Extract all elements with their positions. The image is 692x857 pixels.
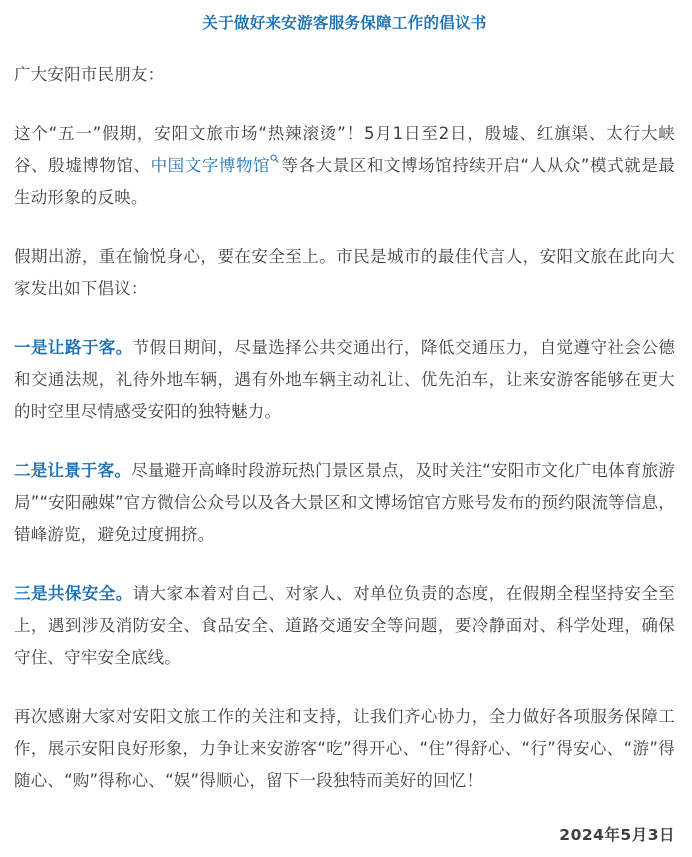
proposal-2-body: 尽量避开高峰时段游玩热门景区景点，及时关注“安阳市文化广电体育旅游局”“安阳融媒”官方微信公众号以及各大景区和文博场馆官方账号发布的预约限流等信息，错峰游览，避免过度拥挤。 [14, 461, 675, 544]
intro-text-before-link: 这个“五一”假期，安阳文旅市场“热辣滚烫”！5月1日至2日，殷墟、红旗渠、太行大峡谷、殷墟博物馆、 [14, 124, 675, 175]
paragraph-closing: 再次感谢大家对安阳文旅工作的关注和支持，让我们齐心协力，全力做好各项服务保障工作，展示安阳良好形象，力争让来安游客“吃”得开心、“住”得舒心、“行”得安心、“游”得随心、“购”得称心、“娱”得顺心，留下一段独特而美好的回忆！ [14, 707, 675, 790]
paragraph-intro [14, 118, 675, 214]
intro-text-after-link: 等各大景区和文博场馆持续开启“人从众”模式就是最生动形象的反映。 [14, 156, 675, 207]
paragraph-proposal-3 [14, 578, 675, 674]
paragraph-proposal-1 [14, 332, 675, 428]
greeting: 广大安阳市民朋友： [14, 65, 165, 84]
paragraph-proposal-intro: 假期出游，重在愉悦身心，要在安全至上。市民是城市的最佳代言人，安阳文旅在此向大家发出如下倡议： [14, 247, 675, 298]
proposal-2-lead: 二是让景于客。 [14, 461, 132, 480]
search-icon[interactable] [270, 154, 279, 163]
museum-link[interactable]: 中国文字博物馆 [150, 156, 271, 175]
proposal-3-lead: 三是共保安全。 [14, 584, 133, 603]
proposal-1-lead: 一是让路于客。 [14, 338, 133, 357]
article-title: 关于做好来安游客服务保障工作的倡议书 [202, 14, 487, 32]
proposal-3-body: 请大家本着对自己、对家人、对单位负责的态度，在假期全程坚持安全至上，遇到涉及消防安全、食品安全、道路交通安全等问题，要冷静面对、科学处理，确保守住、守牢安全底线。 [14, 584, 675, 667]
proposal-1-body: 节假日期间，尽量选择公共交通出行，降低交通压力，自觉遵守社会公德和交通法规，礼待外地车辆，遇有外地车辆主动礼让、优先泊车，让来安游客能够在更大的时空里尽情感受安阳的独特魅力。 [14, 338, 675, 421]
paragraph-proposal-2 [14, 455, 675, 551]
article-date: 2024年5月3日 [559, 826, 675, 844]
